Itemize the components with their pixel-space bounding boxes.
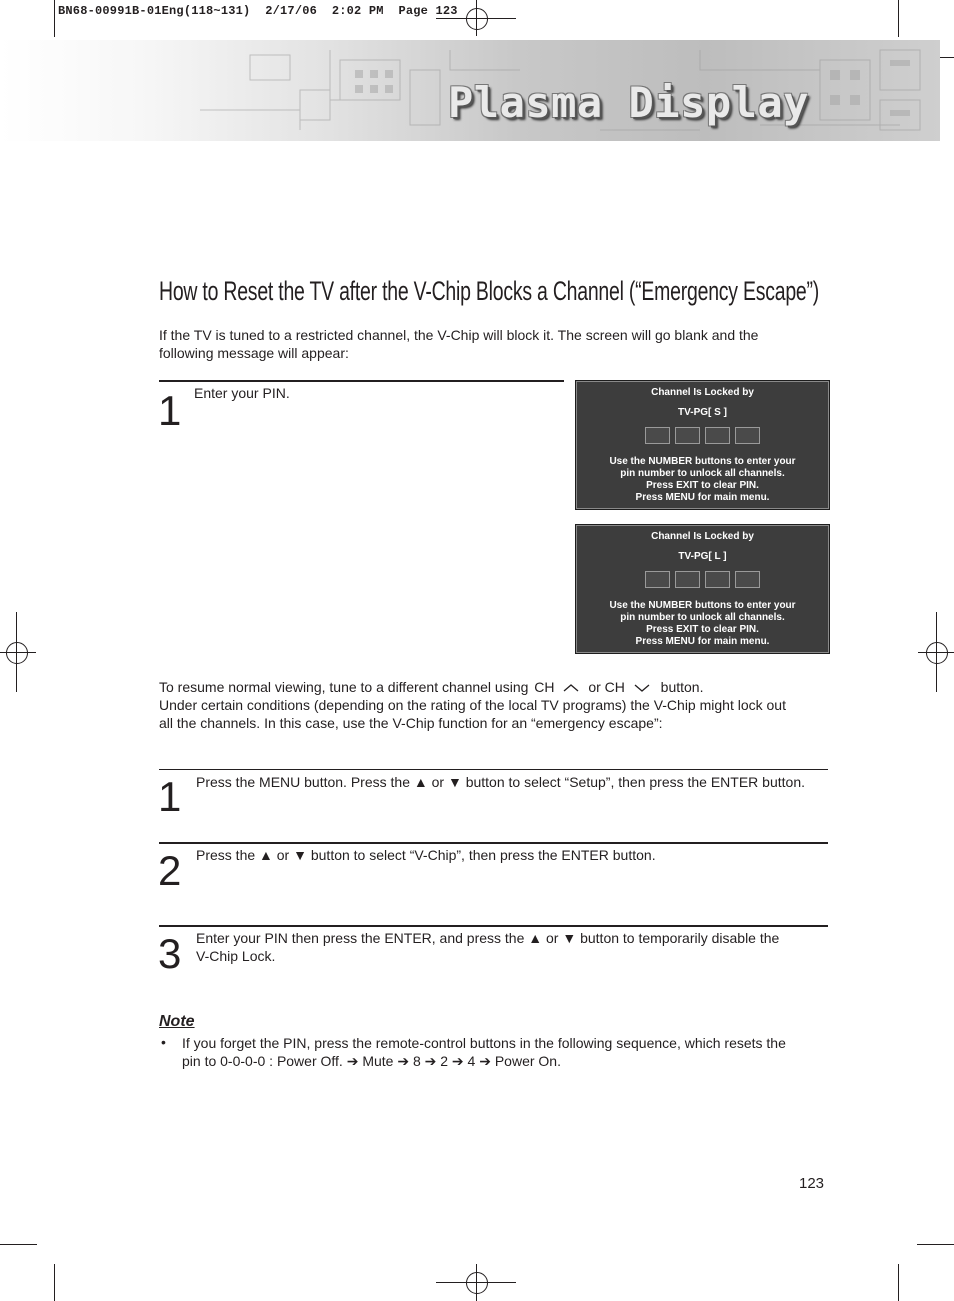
pin-digit-box: [645, 427, 670, 444]
page-number: 123: [799, 1175, 825, 1192]
note-line: If you forget the PIN, press the remote-control buttons in the following sequence, which resets the: [182, 1035, 786, 1051]
crop-mark: [917, 1244, 954, 1245]
step-divider: [159, 925, 828, 927]
intro-paragraph: [159, 326, 839, 362]
note-text: [182, 1034, 842, 1070]
step-text: Press the ▲ or ▼ button to select “V-Chip”, then press the ENTER button.: [196, 847, 656, 863]
osd-lock-screen: [575, 380, 830, 510]
step-divider: [159, 380, 564, 382]
intro-line: following message will appear:: [159, 345, 349, 361]
pin-digit-box: [735, 571, 760, 588]
osd-lock-screen: [575, 524, 830, 654]
step-divider: [159, 842, 828, 844]
banner-title: Plasma Display: [448, 78, 810, 127]
chevron-down-icon: [633, 683, 651, 693]
osd-instructions: [576, 456, 829, 504]
pin-digit-box: [705, 427, 730, 444]
osd-line: Press MENU for main menu.: [635, 492, 770, 503]
osd-line: Press EXIT to clear PIN.: [646, 624, 759, 635]
crop-mark: [898, 1264, 899, 1301]
step-text: [196, 929, 826, 965]
pin-digit-box: [675, 427, 700, 444]
osd-line: Press EXIT to clear PIN.: [646, 480, 759, 491]
step-number: 3: [158, 930, 182, 977]
osd-line: Press MENU for main menu.: [635, 636, 770, 647]
registration-mark: [0, 612, 40, 692]
osd-line: pin number to unlock all channels.: [620, 612, 785, 623]
osd-instructions: [576, 600, 829, 648]
osd-rating: TV-PG[ S ]: [678, 407, 727, 418]
resume-text: To resume normal viewing, tune to a different channel using: [159, 679, 529, 695]
resume-paragraph: [159, 678, 839, 732]
osd-line: Use the NUMBER buttons to enter your: [609, 456, 796, 467]
crop-mark: [0, 1244, 37, 1245]
pin-digit-box: [735, 427, 760, 444]
ch-up-label: CH: [534, 679, 555, 695]
step-text: Press the MENU button. Press the ▲ or ▼ button to select “Setup”, then press the ENTER button.: [196, 774, 805, 790]
ch-down-label: or CH: [588, 679, 625, 695]
osd-title: Channel Is Locked by: [651, 531, 754, 542]
step-number: 1: [158, 773, 182, 820]
registration-mark: [914, 612, 954, 692]
pin-entry-boxes: [645, 571, 765, 588]
registration-mark: [436, 1262, 516, 1301]
osd-line: pin number to unlock all channels.: [620, 468, 785, 479]
pin-digit-box: [705, 571, 730, 588]
osd-rating: TV-PG[ L ]: [678, 551, 727, 562]
crop-mark: [54, 0, 55, 37]
header-banner: [0, 40, 940, 141]
pin-digit-box: [675, 571, 700, 588]
resume-text: button.: [660, 679, 704, 695]
chevron-up-icon: [562, 683, 580, 693]
pin-digit-box: [645, 571, 670, 588]
osd-title: Channel Is Locked by: [651, 387, 754, 398]
page-title: How to Reset the TV after the V-Chip Blocks a Channel (“Emergency Escape”): [159, 276, 820, 306]
note-heading: Note: [159, 1013, 195, 1030]
step-divider: [159, 769, 828, 770]
resume-line: Under certain conditions (depending on the rating of the local TV programs) the V-Chip might lock out: [159, 697, 786, 713]
pin-entry-boxes: [645, 427, 765, 444]
intro-line: If the TV is tuned to a restricted channel, the V-Chip will block it. The screen will go blank and the: [159, 327, 759, 343]
step-text: Enter your PIN.: [194, 385, 290, 401]
step-line: V-Chip Lock.: [196, 948, 276, 964]
note-bullet: •: [161, 1034, 166, 1050]
step-number: 1: [158, 387, 182, 434]
crop-mark: [898, 0, 899, 37]
step-line: Enter your PIN then press the ENTER, and press the ▲ or ▼ button to temporarily disable the: [196, 930, 780, 946]
crop-mark: [54, 1264, 55, 1301]
step-number: 2: [158, 847, 182, 894]
resume-line: all the channels. In this case, use the V-Chip function for an “emergency escape”:: [159, 715, 663, 731]
print-slug: BN68-00991B-01Eng(118~131) 2/17/06 2:02 PM Page 123: [58, 4, 458, 18]
resume-line: [159, 678, 839, 696]
note-line: pin to 0-0-0-0 : Power Off. ➔ Mute ➔ 8 ➔ 2 ➔ 4 ➔ Power On.: [182, 1053, 561, 1069]
osd-line: Use the NUMBER buttons to enter your: [609, 600, 796, 611]
